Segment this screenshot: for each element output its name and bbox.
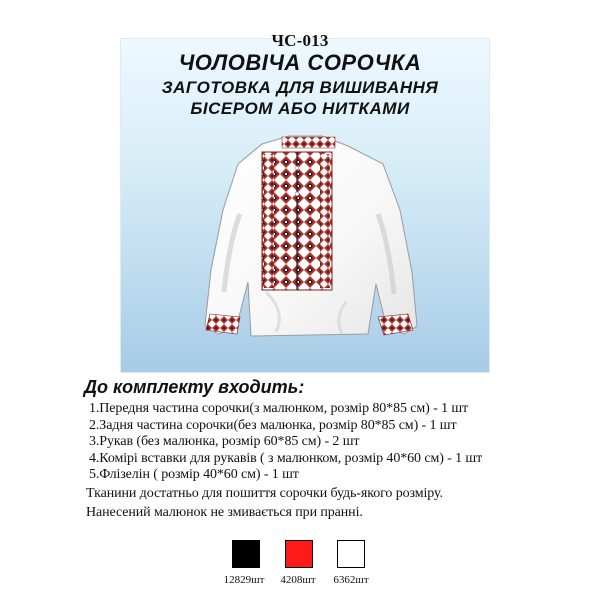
kit-item: 3.Рукав (без малюнка, розмір 60*85 см) - 2 шт bbox=[89, 434, 360, 449]
left-cuff-embroidery bbox=[206, 314, 240, 334]
shirt-illustration bbox=[196, 132, 422, 362]
kit-heading: До комплекту входить: bbox=[84, 377, 305, 397]
shirt-collar bbox=[282, 137, 335, 148]
black-color-swatch bbox=[232, 540, 260, 568]
red-color-swatch bbox=[285, 540, 313, 568]
kit-item: 5.Флізелін ( розмір 40*60 см) - 1 шт bbox=[89, 467, 299, 482]
black-quantity: 12829шт bbox=[223, 574, 265, 586]
kit-item: 2.Задня частина сорочки(без малюнка, розмір 80*85 см) - 1 шт bbox=[89, 417, 457, 433]
product-title: ЧОЛОВІЧА СОРОЧКА bbox=[178, 50, 422, 75]
embroidered-shirt-image bbox=[196, 132, 422, 362]
wash-note: Нанесений малюнок не змивається при пранні. bbox=[86, 505, 363, 520]
white-color-swatch bbox=[337, 540, 365, 568]
white-quantity: 6362шт bbox=[333, 574, 369, 586]
kit-item: 4.Комірі вставки для рукавів ( з малюнком, розмір 40*60 см) - 1 шт bbox=[89, 450, 483, 466]
kit-item: 1.Передня частина сорочки(з малюнком, розмір 80*85 см) - 1 шт bbox=[89, 401, 469, 416]
kit-items-list bbox=[89, 401, 569, 484]
red-quantity: 4208шт bbox=[280, 574, 316, 586]
product-subtitle-2: БІСЕРОМ АБО НИТКАМИ bbox=[190, 99, 410, 118]
fabric-note: Тканини достатньо для пошиття сорочки будь-якого розміру. bbox=[86, 486, 443, 501]
product-subtitle: ЗАГОТОВКА ДЛЯ ВИШИВАННЯ bbox=[161, 78, 439, 97]
product-code: ЧС-013 bbox=[271, 31, 329, 50]
